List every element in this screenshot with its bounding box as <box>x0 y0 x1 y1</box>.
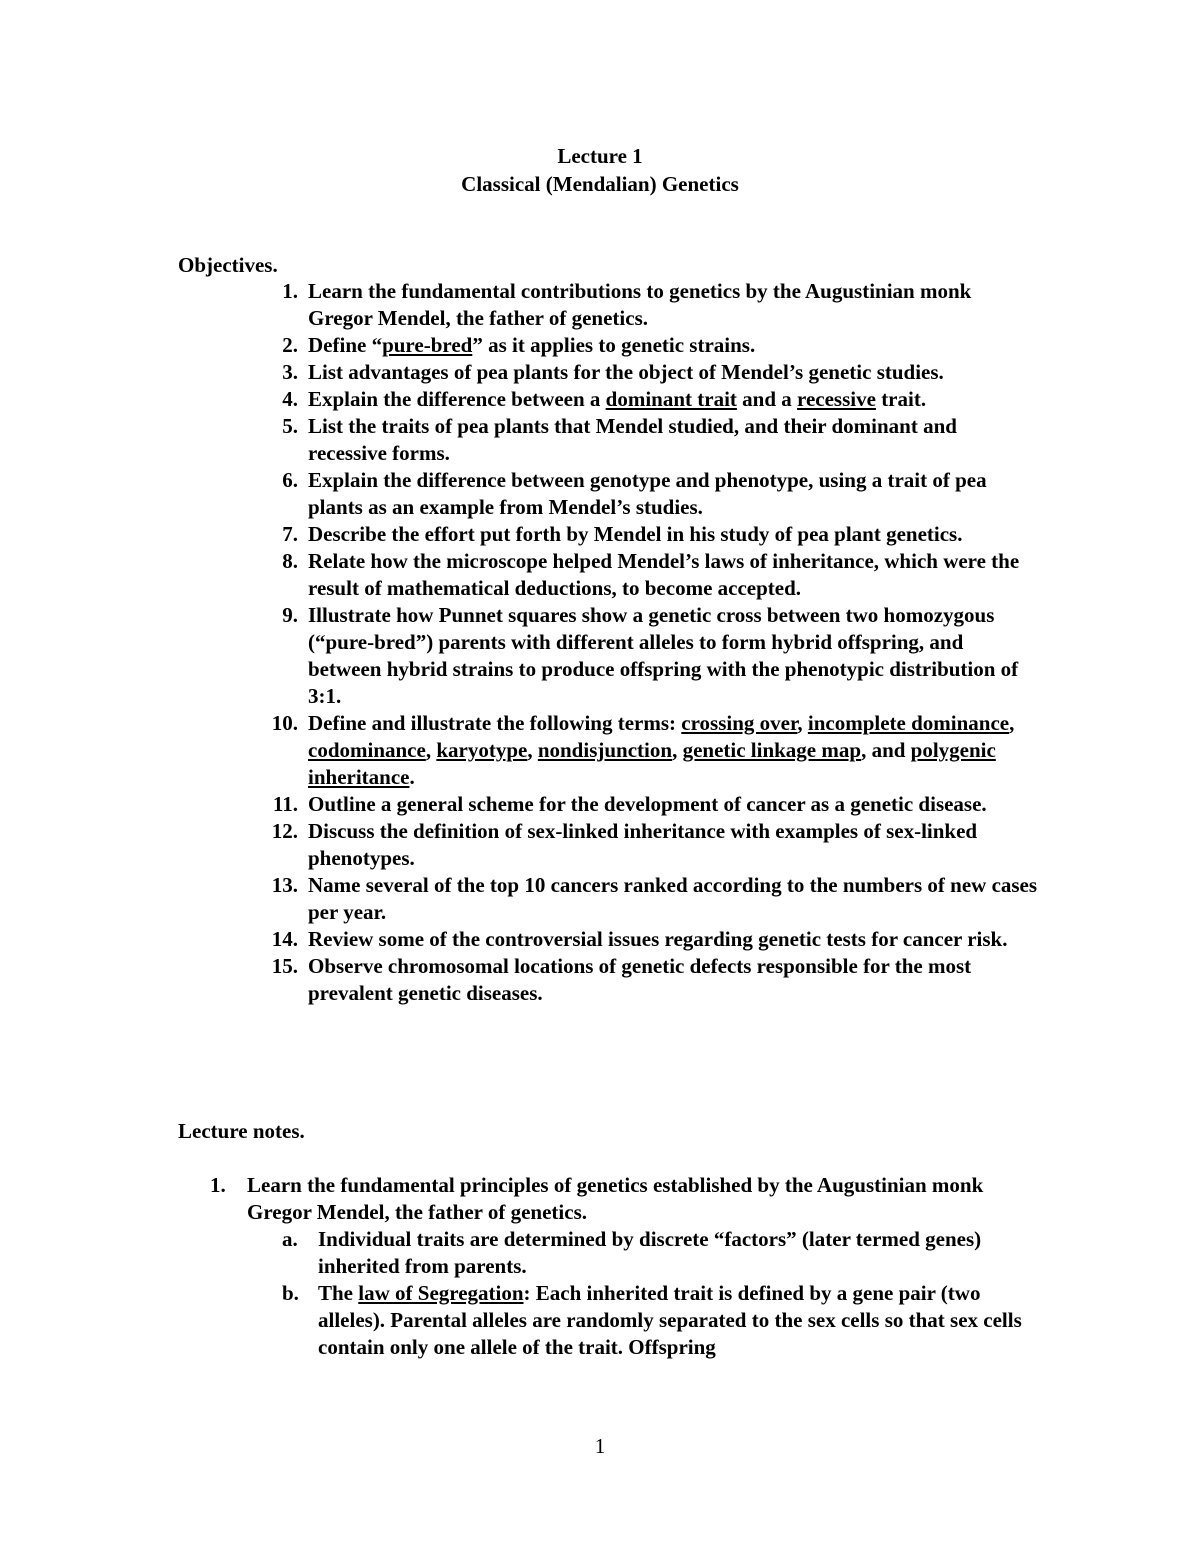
underlined-term: dominant trait <box>605 387 737 411</box>
text-run: Illustrate how Punnet squares show a genetic cross between two homozygous (“pure-bred”) parents with different alleles to form hybrid offspring, and between hybrid strains to produce offspring with the phenotypic distribution of 3:1. <box>308 603 1019 708</box>
text-run: Name several of the top 10 cancers ranked according to the numbers of new cases per year. <box>308 873 1038 924</box>
objectives-heading: Objectives. <box>178 253 278 277</box>
lecture-notes-list <box>210 1172 1030 1361</box>
objective-number: 7. <box>282 522 298 546</box>
text-run: , <box>672 738 683 762</box>
objective-item <box>270 926 1040 953</box>
text-run: and a <box>736 387 798 411</box>
text-run: Define and illustrate the following terms: <box>308 711 682 735</box>
objective-number: 11. <box>272 792 298 816</box>
note-subitem-text <box>318 1227 981 1278</box>
document-title: Lecture 1 <box>557 144 643 168</box>
objective-text <box>308 387 926 411</box>
objective-text <box>308 927 1007 951</box>
objective-text <box>308 819 977 870</box>
underlined-term: crossing over <box>681 711 798 735</box>
objective-number: 12. <box>271 819 298 843</box>
text-run: ” as it applies to genetic strains. <box>472 333 756 357</box>
objective-text <box>308 954 971 1005</box>
objective-item <box>270 710 1040 791</box>
objective-number: 3. <box>282 360 298 384</box>
note-text: Learn the fundamental principles of genetics established by the Augustinian monk Gregor Mendel, the father of genetics. <box>247 1173 984 1224</box>
objective-text <box>308 873 1037 924</box>
objective-item <box>270 953 1040 1007</box>
objective-item <box>270 413 1040 467</box>
objective-item <box>270 602 1040 710</box>
text-run: , <box>1009 711 1015 735</box>
text-run: , and <box>861 738 911 762</box>
note-number: 1. <box>210 1173 226 1197</box>
note-subitem-text <box>318 1281 1022 1359</box>
objective-item <box>270 359 1040 386</box>
note-sublist <box>247 1226 1030 1361</box>
text-run: Observe chromosomal locations of genetic defects responsible for the most prevalent genetic diseases. <box>308 954 972 1005</box>
underlined-term: codominance <box>308 738 426 762</box>
objective-text <box>308 468 987 519</box>
text-run: Individual traits are determined by discrete “factors” (later termed genes) inherited from parents. <box>318 1227 982 1278</box>
objective-number: 14. <box>271 927 298 951</box>
objective-item <box>270 278 1040 332</box>
underlined-term: recessive <box>797 387 876 411</box>
text-run: List advantages of pea plants for the object of Mendel’s genetic studies. <box>308 360 944 384</box>
underlined-term: genetic linkage map <box>682 738 862 762</box>
underlined-term: incomplete dominance <box>807 711 1010 735</box>
objective-text <box>308 711 1014 789</box>
objective-text <box>308 414 957 465</box>
text-run: Discuss the definition of sex-linked inheritance with examples of sex-linked phenotypes. <box>308 819 978 870</box>
objective-text <box>308 333 755 357</box>
text-run: Describe the effort put forth by Mendel in his study of pea plant genetics. <box>308 522 963 546</box>
text-run: , <box>797 711 808 735</box>
objective-item <box>270 386 1040 413</box>
text-run: : Each inherited trait is defined by a gene pair (two alleles). Parental alleles are randomly separated to the sex cells so that sex cells contain only one allele of the trait. Offspring <box>318 1281 1022 1359</box>
objective-number: 15. <box>271 954 298 978</box>
text-run: Relate how the microscope helped Mendel’s laws of inheritance, which were the result of mathematical deductions, to become accepted. <box>308 549 1020 600</box>
note-subitem <box>282 1226 1030 1280</box>
text-run: Outline a general scheme for the development of cancer as a genetic disease. <box>308 792 987 816</box>
objective-text <box>308 603 1018 708</box>
text-run: Define “ <box>308 333 383 357</box>
underlined-term: nondisjunction <box>537 738 673 762</box>
text-run: The <box>318 1281 359 1305</box>
objective-text <box>308 522 962 546</box>
objective-number: 8. <box>282 549 298 573</box>
objective-text <box>308 279 971 330</box>
objective-number: 10. <box>271 711 298 735</box>
text-run: Learn the fundamental contributions to genetics by the Augustinian monk Gregor Mendel, the father of genetics. <box>308 279 972 330</box>
text-run: . <box>409 765 415 789</box>
objective-number: 4. <box>282 387 298 411</box>
text-run: Explain the difference between genotype and phenotype, using a trait of pea plants as an example from Mendel’s studies. <box>308 468 987 519</box>
objectives-list <box>270 278 1040 1007</box>
lecture-notes-heading: Lecture notes. <box>178 1119 305 1143</box>
objective-number: 13. <box>271 873 298 897</box>
underlined-term: karyotype <box>436 738 528 762</box>
text-run: List the traits of pea plants that Mendel studied, and their dominant and recessive forms. <box>308 414 957 465</box>
objective-item <box>270 872 1040 926</box>
objective-text <box>308 792 987 816</box>
objective-text <box>308 360 944 384</box>
objective-item <box>270 818 1040 872</box>
objective-item <box>270 548 1040 602</box>
text-run: trait. <box>875 387 927 411</box>
objective-number: 1. <box>282 279 298 303</box>
objective-item <box>270 791 1040 818</box>
text-run: , <box>527 738 538 762</box>
text-run: Review some of the controversial issues regarding genetic tests for cancer risk. <box>308 927 1008 951</box>
text-run: Explain the difference between a <box>308 387 606 411</box>
objective-item <box>270 521 1040 548</box>
objective-number: 6. <box>282 468 298 492</box>
underlined-term: polygenic inheritance <box>308 738 996 789</box>
page-number: 1 <box>594 1434 606 1458</box>
objective-number: 2. <box>282 333 298 357</box>
objective-number: 5. <box>282 414 298 438</box>
objective-number: 9. <box>282 603 298 627</box>
objective-item <box>270 332 1040 359</box>
note-subitem-letter: a. <box>282 1227 298 1251</box>
objective-text <box>308 549 1019 600</box>
underlined-term: law of Segregation <box>358 1281 524 1305</box>
note-item <box>210 1172 1030 1361</box>
objective-item <box>270 467 1040 521</box>
document-subtitle: Classical (Mendalian) Genetics <box>461 172 739 196</box>
note-subitem-letter: b. <box>282 1281 299 1305</box>
note-subitem <box>282 1280 1030 1361</box>
text-run: , <box>425 738 437 762</box>
underlined-term: pure-bred <box>382 333 473 357</box>
